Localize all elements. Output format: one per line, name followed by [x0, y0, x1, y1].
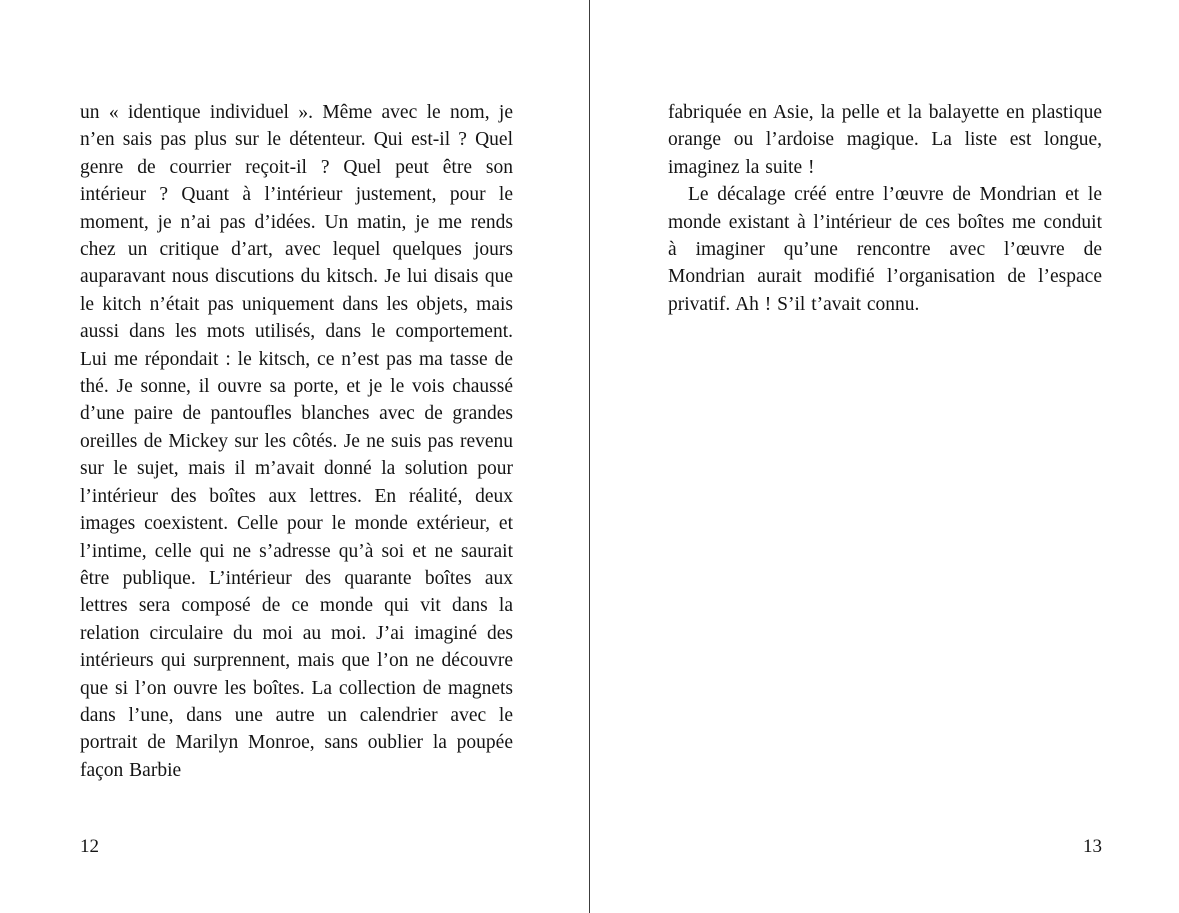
paragraph: fabriquée en Asie, la pelle et la balayette en plastique orange ou l’ardoise magique. La liste est longue, imaginez la suite !: [668, 102, 1102, 178]
page-number-right: 13: [1083, 836, 1102, 857]
paragraph: un « identique individuel ». Même avec le nom, je n’en sais pas plus sur le détenteur. Qui est-il ? Quel genre de courrier reçoit-il ? Quel peut être son intérieur ? Quant à l’intérieur justement, pour le moment, je n’ai pas d’idées. Un matin, je me rends chez un critique d’art, avec lequel quelques jours auparavant nous discutions du kitsch. Je lui disais que le kitch n’était pas uniquement dans les objets, mais aussi dans les mots utilisés, dans le comportement. Lui me répondait : le kitsch, ce n’est pas ma tasse de thé. Je sonne, il ouvre sa porte, et je le vois chaussé d’une paire de pantoufles blanches avec de grandes oreilles de Mickey sur les côtés. Je ne suis pas revenu sur le sujet, mais il m’avait donné la solution pour l’intérieur des boîtes aux lettres. En réalité, deux images coexistent. Celle pour le monde extérieur, et l’intime, celle qui ne s’adresse qu’à soi et ne saurait être publique. L’intérieur des quarante boîtes aux lettres sera composé de ce monde qui vit dans la relation circulaire du moi au moi. J’ai imaginé des intérieurs qui surprennent, mais que l’on ne découvre que si l’on ouvre les boîtes. La collection de magnets dans l’une, dans une autre un calendrier avec le portrait de Marilyn Monroe, sans oublier la poupée façon Barbie: [80, 102, 513, 781]
page-number-left: 12: [80, 836, 99, 857]
page-left-text: [80, 99, 513, 784]
page-right-text: [668, 99, 1102, 318]
page-left: [0, 0, 589, 913]
paragraph: Le décalage créé entre l’œuvre de Mondrian et le monde existant à l’intérieur de ces boîtes me conduit à imaginer qu’une rencontre avec l’œuvre de Mondrian aurait modifié l’organisation de l’espace privatif. Ah ! S’il t’avait connu.: [668, 184, 1102, 315]
page-right: [590, 0, 1179, 913]
